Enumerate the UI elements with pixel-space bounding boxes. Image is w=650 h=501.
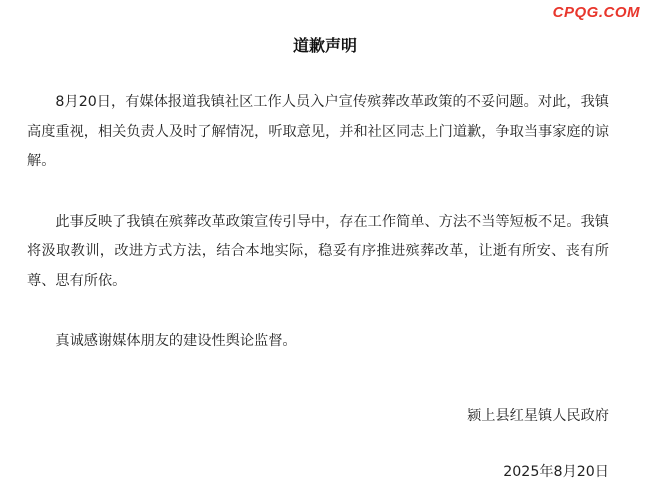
issuer-signature: 颍上县红星镇人民政府 — [467, 408, 609, 424]
paragraph-3: 真诚感谢媒体朋友的建设性舆论监督。 — [55, 333, 297, 349]
paragraph-1: 8月20日，有媒体报道我镇社区工作人员入户宣传殡葬改革政策的不妥问题。对此，我镇高度重视，相关负责人及时了解情况，听取意见，并和社区同志上门道歉，争取当事家庭的谅解。 — [27, 94, 609, 169]
document-body — [27, 88, 609, 357]
issue-date: 2025年8月20日 — [503, 464, 609, 480]
site-watermark: CPQG.COM — [552, 4, 640, 21]
document-title: 道歉声明 — [292, 36, 357, 55]
paragraph-2: 此事反映了我镇在殡葬改革政策宣传引导中，存在工作简单、方法不当等短板不足。我镇将汲取教训，改进方式方法，结合本地实际，稳妥有序推进殡葬改革，让逝有所安、丧有所尊、思有所依。 — [27, 213, 609, 289]
